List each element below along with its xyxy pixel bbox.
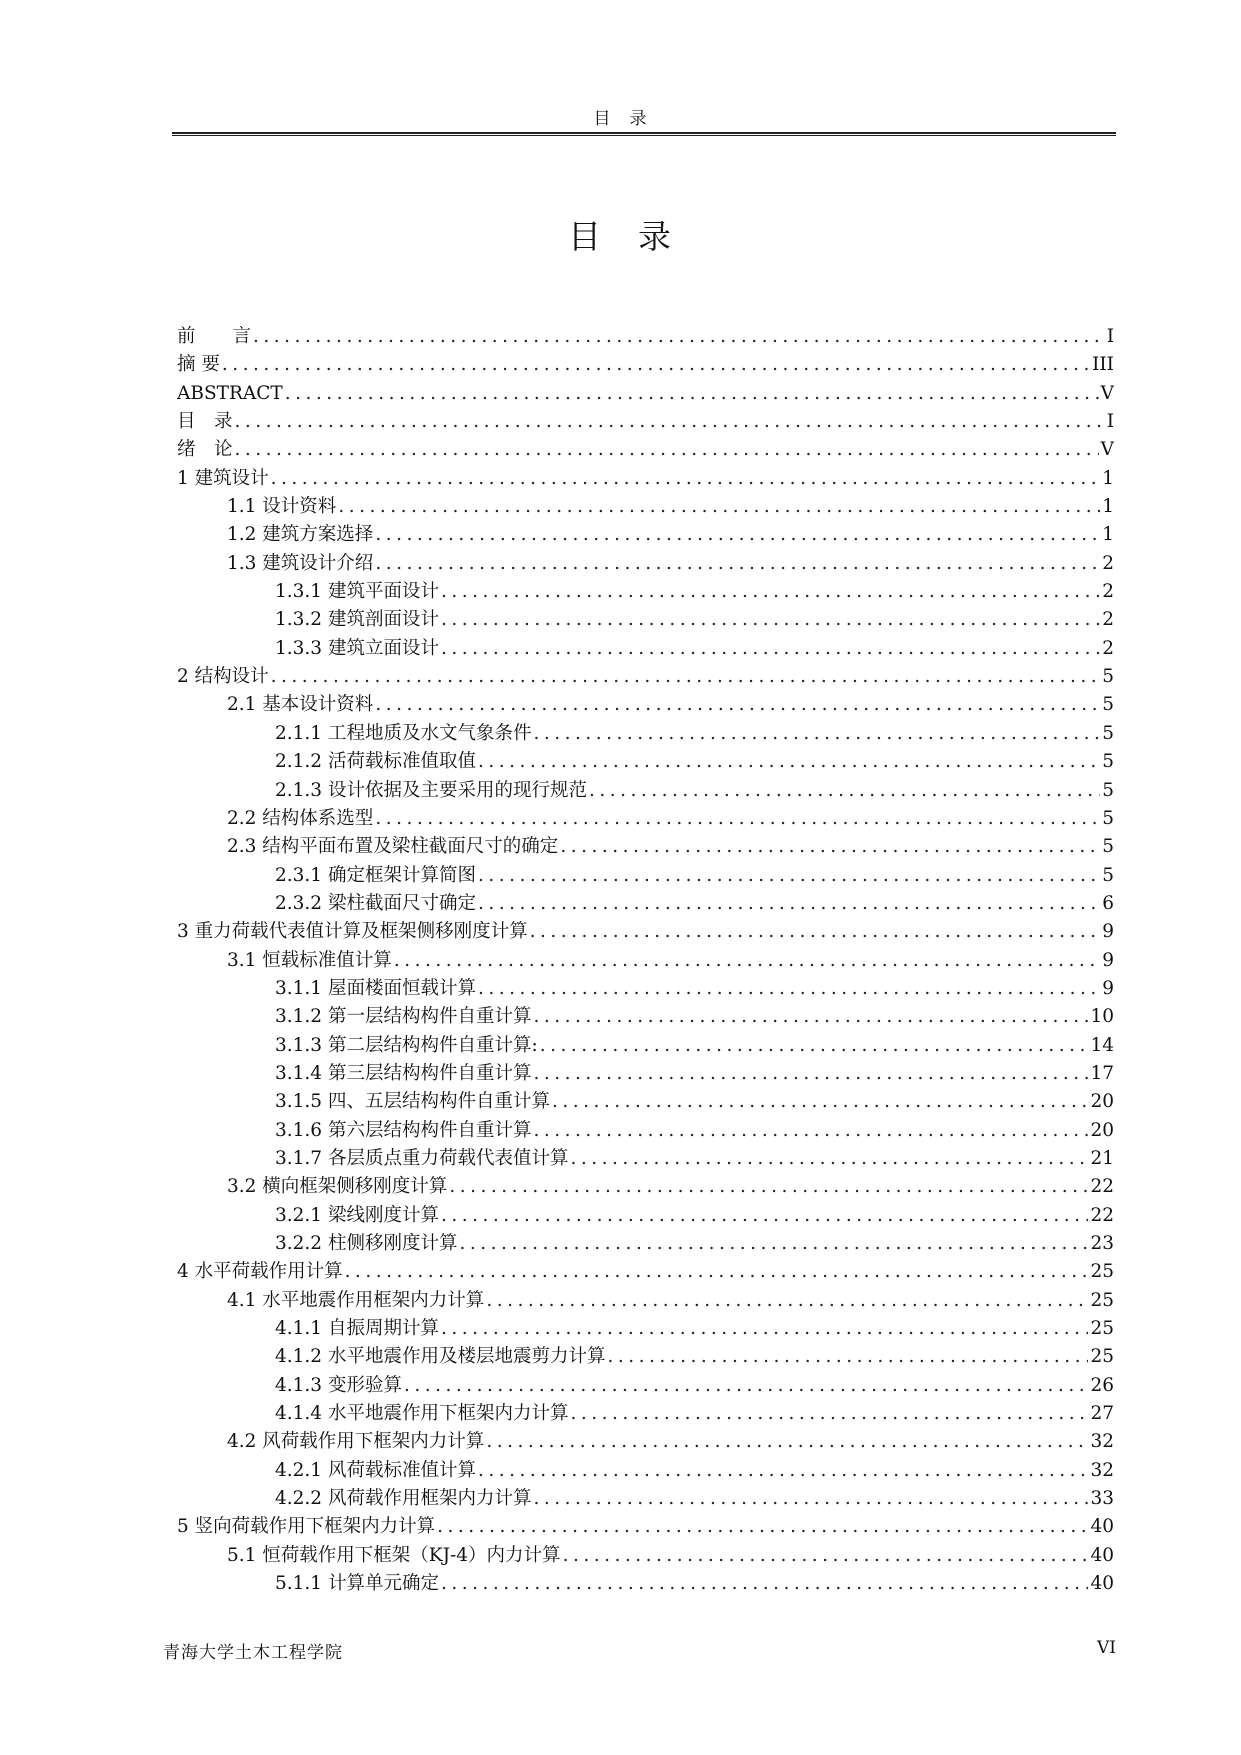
- toc-entry-label: 4.1.1 自振周期计算: [275, 1318, 439, 1340]
- toc-entry-page: 40: [1090, 1573, 1114, 1595]
- toc-entry-label: 绪 论: [177, 439, 233, 461]
- dot-leader: [533, 1117, 1088, 1145]
- toc-entry-page: 9: [1102, 949, 1114, 971]
- toc-entry[interactable]: [177, 493, 1114, 521]
- dot-leader: [478, 862, 1100, 890]
- toc-entry-label: 1.2 建筑方案选择: [227, 524, 374, 546]
- toc-entry-label: 4.2.1 风荷载标准值计算: [275, 1459, 476, 1481]
- toc-entry[interactable]: [177, 1570, 1114, 1598]
- toc-entry[interactable]: [177, 1542, 1114, 1570]
- toc-entry[interactable]: [177, 521, 1114, 549]
- toc-entry[interactable]: [177, 777, 1114, 805]
- toc-entry-page: 33: [1090, 1488, 1114, 1510]
- page-title: 目 录: [568, 217, 673, 256]
- toc-entry-label: 5 竖向荷载作用下框架内力计算: [177, 1516, 436, 1538]
- toc-entry[interactable]: [177, 1145, 1114, 1173]
- toc-entry-page: 25: [1090, 1346, 1114, 1368]
- toc-entry[interactable]: [177, 862, 1114, 890]
- dot-leader: [271, 465, 1101, 493]
- toc-entry-label: 2.3.1 确定框架计算简图: [275, 864, 476, 886]
- toc-entry-label: 2.2 结构体系选型: [227, 807, 374, 829]
- toc-entry[interactable]: [177, 1513, 1114, 1541]
- toc-entry-page: 5: [1102, 836, 1114, 858]
- dot-leader: [235, 436, 1099, 464]
- dot-leader: [478, 890, 1100, 918]
- toc-entry-page: 32: [1090, 1431, 1114, 1453]
- toc-entry-label: 4.1.2 水平地震作用及楼层地震剪力计算: [275, 1346, 606, 1368]
- toc-entry-page: 2: [1102, 609, 1114, 631]
- dot-leader: [570, 1400, 1088, 1428]
- toc-entry[interactable]: [177, 1032, 1114, 1060]
- toc-entry-label: 2.3 结构平面布置及梁柱截面尺寸的确定: [227, 836, 559, 858]
- dot-leader: [375, 805, 1100, 833]
- toc-entry-label: 3.1.7 各层质点重力荷载代表值计算: [275, 1147, 569, 1169]
- toc-entry-page: I: [1106, 411, 1114, 433]
- toc-entry[interactable]: [177, 465, 1114, 493]
- toc-entry-page: 2: [1102, 581, 1114, 603]
- toc-entry-label: 1.1 设计资料: [227, 496, 337, 518]
- dot-leader: [441, 606, 1100, 634]
- dot-leader: [375, 550, 1100, 578]
- toc-entry-page: 1: [1102, 524, 1114, 546]
- dot-leader: [486, 1428, 1088, 1456]
- toc-entry[interactable]: [177, 720, 1114, 748]
- toc-entry-label: 2.3.2 梁柱截面尺寸确定: [275, 892, 476, 914]
- toc-entry-page: 20: [1090, 1119, 1114, 1141]
- dot-leader: [441, 1570, 1088, 1598]
- toc-entry-page: 26: [1090, 1374, 1114, 1396]
- toc-entry-page: 9: [1102, 921, 1114, 943]
- toc-entry[interactable]: [177, 436, 1114, 464]
- toc-entry[interactable]: [177, 1372, 1114, 1400]
- toc-entry-label: 2.1.1 工程地质及水文气象条件: [275, 722, 532, 744]
- footer-institution: 青海大学土木工程学院: [163, 1643, 343, 1663]
- toc-entry-page: 22: [1090, 1204, 1114, 1226]
- toc-entry-label: 4.1 水平地震作用框架内力计算: [227, 1289, 485, 1311]
- toc-entry-label: 3.1.4 第三层结构构件自重计算: [275, 1062, 532, 1084]
- toc-entry-label: 1 建筑设计: [177, 467, 269, 489]
- dot-leader: [375, 691, 1100, 719]
- toc-entry-label: 3.1.5 四、五层结构构件自重计算: [275, 1091, 550, 1113]
- dot-leader: [394, 947, 1100, 975]
- toc-entry[interactable]: [177, 1258, 1114, 1286]
- toc-entry-label: 3.1 恒载标准值计算: [227, 949, 392, 971]
- toc-entry[interactable]: [177, 890, 1114, 918]
- toc-entry[interactable]: [177, 1343, 1114, 1371]
- toc-entry[interactable]: [177, 1485, 1114, 1513]
- toc-entry-page: 23: [1090, 1233, 1114, 1254]
- toc-entry[interactable]: [177, 323, 1114, 351]
- toc-entry[interactable]: [177, 1315, 1114, 1343]
- toc-entry-page: 32: [1090, 1459, 1114, 1481]
- toc-entry[interactable]: [177, 351, 1114, 379]
- toc-entry[interactable]: [177, 408, 1114, 436]
- toc-entry[interactable]: [177, 1457, 1114, 1485]
- toc-entry-label: 2.1.2 活荷载标准值取值: [275, 751, 476, 773]
- toc-entry-label: 5.1 恒荷载作用下框架（KJ-4）内力计算: [227, 1544, 561, 1566]
- toc-entry[interactable]: [177, 1173, 1114, 1201]
- toc-entry-page: V: [1100, 382, 1114, 404]
- toc-entry[interactable]: [177, 918, 1114, 946]
- toc-entry[interactable]: [177, 1202, 1114, 1230]
- toc-entry-label: ABSTRACT: [177, 382, 283, 404]
- dot-leader: [478, 975, 1100, 1003]
- dot-leader: [589, 777, 1100, 805]
- toc-entry-label: 目 录: [177, 411, 233, 433]
- toc-entry[interactable]: [177, 1003, 1114, 1031]
- toc-entry[interactable]: [177, 1287, 1114, 1315]
- dot-leader: [441, 578, 1100, 606]
- dot-leader: [441, 1315, 1088, 1343]
- toc-entry-page: 9: [1102, 977, 1114, 999]
- dot-leader: [570, 1145, 1088, 1173]
- toc-entry[interactable]: [177, 1060, 1114, 1088]
- toc-entry[interactable]: [177, 606, 1114, 634]
- toc-entry-label: 2.1.3 设计依据及主要采用的现行规范: [275, 779, 587, 801]
- table-of-contents: [177, 323, 1114, 1598]
- toc-entry-page: 1: [1102, 496, 1114, 518]
- dot-leader: [533, 720, 1100, 748]
- toc-entry-page: I: [1106, 326, 1114, 347]
- toc-entry-label: 前 言: [177, 326, 252, 347]
- dot-leader: [449, 1173, 1088, 1201]
- toc-entry-label: 2 结构设计: [177, 666, 269, 688]
- toc-entry[interactable]: [177, 1117, 1114, 1145]
- dot-leader: [459, 1230, 1088, 1258]
- toc-entry-label: 4.2 风荷载作用下框架内力计算: [227, 1431, 485, 1453]
- toc-entry[interactable]: [177, 691, 1114, 719]
- dot-leader: [253, 323, 1105, 351]
- dot-leader: [285, 380, 1099, 408]
- toc-entry-label: 4.1.3 变形验算: [275, 1374, 402, 1396]
- dot-leader: [552, 1088, 1088, 1116]
- toc-entry-label: 3.1.3 第二层结构构件自重计算:: [275, 1034, 538, 1056]
- dot-leader: [533, 1060, 1088, 1088]
- toc-entry-page: 40: [1090, 1544, 1114, 1566]
- toc-entry-page: 10: [1090, 1006, 1114, 1028]
- toc-entry[interactable]: [177, 663, 1114, 691]
- toc-entry-page: 14: [1090, 1034, 1114, 1056]
- toc-entry[interactable]: [177, 380, 1114, 408]
- toc-entry-page: 5: [1102, 666, 1114, 688]
- toc-entry-label: 2.1 基本设计资料: [227, 694, 374, 716]
- dot-leader: [441, 635, 1100, 663]
- toc-entry-label: 3 重力荷载代表值计算及框架侧移刚度计算: [177, 921, 528, 943]
- dot-leader: [222, 351, 1090, 379]
- header-rule: [172, 132, 1116, 136]
- toc-entry-page: 40: [1090, 1516, 1114, 1538]
- toc-entry-page: 1: [1102, 467, 1114, 489]
- toc-entry-label: 1.3 建筑设计介绍: [227, 552, 374, 574]
- toc-entry-page: 25: [1090, 1318, 1114, 1340]
- toc-entry-label: 1.3.3 建筑立面设计: [275, 637, 439, 659]
- dot-leader: [345, 1258, 1089, 1286]
- toc-entry-page: 5: [1102, 751, 1114, 773]
- toc-entry-label: 3.2.2 柱侧移刚度计算: [275, 1233, 458, 1254]
- toc-entry-page: 20: [1090, 1091, 1114, 1113]
- toc-entry-label: 3.1.1 屋面楼面恒载计算: [275, 977, 476, 999]
- toc-entry-page: 5: [1102, 864, 1114, 886]
- toc-entry-page: 2: [1102, 637, 1114, 659]
- toc-entry[interactable]: [177, 748, 1114, 776]
- dot-leader: [437, 1513, 1088, 1541]
- toc-entry[interactable]: [177, 635, 1114, 663]
- dot-leader: [540, 1032, 1089, 1060]
- toc-entry[interactable]: [177, 550, 1114, 578]
- dot-leader: [478, 1457, 1088, 1485]
- dot-leader: [235, 408, 1105, 436]
- toc-entry-label: 4 水平荷载作用计算: [177, 1261, 343, 1283]
- dot-leader: [533, 1485, 1088, 1513]
- toc-entry[interactable]: [177, 1428, 1114, 1456]
- dot-leader: [486, 1287, 1088, 1315]
- toc-entry-page: 5: [1102, 779, 1114, 801]
- toc-entry[interactable]: [177, 578, 1114, 606]
- toc-entry-label: 4.2.2 风荷载作用框架内力计算: [275, 1488, 532, 1510]
- dot-leader: [560, 833, 1100, 861]
- toc-entry[interactable]: [177, 1088, 1114, 1116]
- toc-entry-page: III: [1092, 354, 1114, 376]
- toc-entry-label: 摘 要: [177, 354, 220, 376]
- toc-entry-label: 3.1.6 第六层结构构件自重计算: [275, 1119, 532, 1141]
- dot-leader: [441, 1202, 1088, 1230]
- toc-entry-label: 1.3.1 建筑平面设计: [275, 581, 439, 603]
- dot-leader: [375, 521, 1100, 549]
- toc-entry-page: 5: [1102, 694, 1114, 716]
- toc-entry-page: 5: [1102, 807, 1114, 829]
- toc-entry[interactable]: [177, 805, 1114, 833]
- toc-entry[interactable]: [177, 947, 1114, 975]
- toc-entry-page: V: [1100, 439, 1114, 461]
- toc-entry[interactable]: [177, 1400, 1114, 1428]
- toc-entry-label: 3.2 横向框架侧移刚度计算: [227, 1176, 448, 1198]
- dot-leader: [563, 1542, 1089, 1570]
- dot-leader: [478, 748, 1100, 776]
- dot-leader: [533, 1003, 1088, 1031]
- toc-entry-page: 6: [1102, 892, 1114, 914]
- dot-leader: [530, 918, 1101, 946]
- dot-leader: [607, 1343, 1088, 1371]
- toc-entry-page: 5: [1102, 722, 1114, 744]
- toc-entry-page: 25: [1090, 1261, 1114, 1283]
- toc-entry-page: 22: [1090, 1176, 1114, 1198]
- toc-entry-label: 5.1.1 计算单元确定: [275, 1573, 439, 1595]
- dot-leader: [338, 493, 1100, 521]
- toc-entry-page: 27: [1090, 1403, 1114, 1425]
- toc-entry[interactable]: [177, 975, 1114, 1003]
- dot-leader: [404, 1372, 1089, 1400]
- running-header: 目 录: [593, 109, 648, 129]
- toc-entry-page: 17: [1090, 1062, 1114, 1084]
- toc-entry-page: 21: [1090, 1147, 1114, 1169]
- footer-page-number: VI: [1097, 1638, 1116, 1658]
- toc-entry-label: 3.2.1 梁线刚度计算: [275, 1204, 439, 1226]
- toc-entry-page: 25: [1090, 1289, 1114, 1311]
- toc-entry-label: 3.1.2 第一层结构构件自重计算: [275, 1006, 532, 1028]
- toc-entry[interactable]: [177, 833, 1114, 861]
- dot-leader: [271, 663, 1101, 691]
- toc-entry-label: 1.3.2 建筑剖面设计: [275, 609, 439, 631]
- toc-entry[interactable]: [177, 1230, 1114, 1258]
- toc-entry-label: 4.1.4 水平地震作用下框架内力计算: [275, 1403, 569, 1425]
- toc-entry-page: 2: [1102, 552, 1114, 574]
